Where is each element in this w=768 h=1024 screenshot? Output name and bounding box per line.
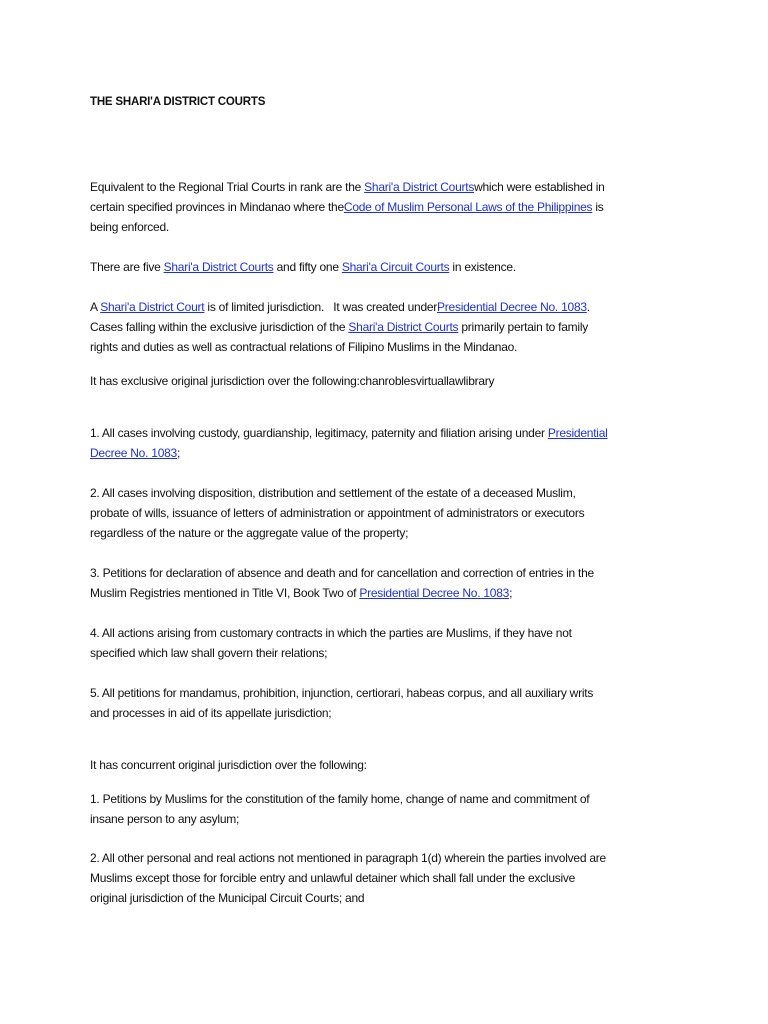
concurrent-item-2-line-2: Muslims except those for forcible entry and unlawful detainer which shall fall under the exclusive <box>90 871 576 885</box>
paragraph-3-line-2 <box>90 320 588 335</box>
text-span: There are five <box>90 260 164 274</box>
text-span: A <box>90 300 101 314</box>
exclusive-item-1-line-1 <box>90 426 608 441</box>
text-span: 1. All cases involving custody, guardianship, legitimacy, paternity and filiation arising under <box>90 426 548 440</box>
link-presidential-decree-1083[interactable]: Presidential Decree No. 1083 <box>437 300 587 314</box>
link-presidential[interactable]: Presidential <box>547 426 608 440</box>
text-span: primarily pertain to family <box>458 320 589 334</box>
link-sharia-circuit-courts[interactable]: Shari'a Circuit Courts <box>341 260 450 274</box>
link-code-of-muslim-personal-laws[interactable]: Code of Muslim Personal Laws of the Philippines <box>343 200 593 214</box>
paragraph-1-line-1 <box>90 180 605 195</box>
exclusive-item-5-line-1: 5. All petitions for mandamus, prohibition, injunction, certiorari, habeas corpus, and all auxiliary writs <box>90 686 594 700</box>
text-span: which were established in <box>474 180 605 194</box>
text-span: in existence. <box>449 260 516 274</box>
text-span: ; <box>509 586 513 600</box>
exclusive-item-1-line-2 <box>90 446 180 461</box>
link-sharia-district-courts[interactable]: Shari'a District Courts <box>348 320 459 334</box>
paragraph-5: It has concurrent original jurisdiction over the following: <box>90 758 367 772</box>
exclusive-item-3-line-2 <box>90 586 512 601</box>
concurrent-item-2-line-1: 2. All other personal and real actions not mentioned in paragraph 1(d) wherein the parties involved are <box>90 851 606 865</box>
text-span: is of limited jurisdiction. It was created under <box>204 300 438 314</box>
text-span: Muslim Registries mentioned in Title VI, Book Two of <box>90 586 360 600</box>
concurrent-item-2-line-3: original jurisdiction of the Municipal Circuit Courts; and <box>90 891 365 905</box>
text-span: Equivalent to the Regional Trial Courts in rank are the <box>90 180 365 194</box>
link-presidential-decree-1083[interactable]: Presidential Decree No. 1083 <box>359 586 510 600</box>
exclusive-item-4-line-1: 4. All actions arising from customary contracts in which the parties are Muslims, if they have not <box>90 626 572 640</box>
exclusive-item-4-line-2: specified which law shall govern their relations; <box>90 646 328 660</box>
text-span: certain specified provinces in Mindanao where the <box>90 200 344 214</box>
paragraph-4: It has exclusive original jurisdiction over the following:chanroblesvirtuallawlibrary <box>90 374 495 388</box>
concurrent-item-1-line-1: 1. Petitions by Muslims for the constitution of the family home, change of name and commitment of <box>90 792 590 806</box>
paragraph-1-line-3: being enforced. <box>90 220 169 234</box>
page-title: THE SHARI'A DISTRICT COURTS <box>90 96 266 108</box>
text-span: and fifty one <box>273 260 342 274</box>
text-span: is <box>592 200 604 214</box>
exclusive-item-2-line-1: 2. All cases involving disposition, distribution and settlement of the estate of a deceased Muslim, <box>90 486 576 500</box>
link-decree-no-1083[interactable]: Decree No. 1083 <box>90 446 177 460</box>
exclusive-item-2-line-3: regardless of the nature or the aggregate value of the property; <box>90 526 409 540</box>
paragraph-3-line-1 <box>90 300 590 315</box>
link-sharia-district-courts[interactable]: Shari'a District Courts <box>163 260 274 274</box>
text-span: . <box>586 300 590 314</box>
paragraph-1-line-2 <box>90 200 604 215</box>
text-span: Cases falling within the exclusive jurisdiction of the <box>90 320 349 334</box>
paragraph-3-line-3: rights and duties as well as contractual relations of Filipino Muslims in the Mindanao. <box>90 340 518 354</box>
concurrent-item-1-line-2: insane person to any asylum; <box>90 812 240 826</box>
paragraph-2 <box>90 260 516 275</box>
link-sharia-district-courts[interactable]: Shari'a District Courts <box>364 180 475 194</box>
text-span: ; <box>176 446 181 460</box>
exclusive-item-5-line-2: and processes in aid of its appellate jurisdiction; <box>90 706 332 720</box>
exclusive-item-2-line-2: probate of wills, issuance of letters of administration or appointment of administrators or executors <box>90 506 585 520</box>
exclusive-item-3-line-1: 3. Petitions for declaration of absence and death and for cancellation and correction of entries in the <box>90 566 594 580</box>
link-sharia-district-court[interactable]: Shari'a District Court <box>100 300 205 314</box>
